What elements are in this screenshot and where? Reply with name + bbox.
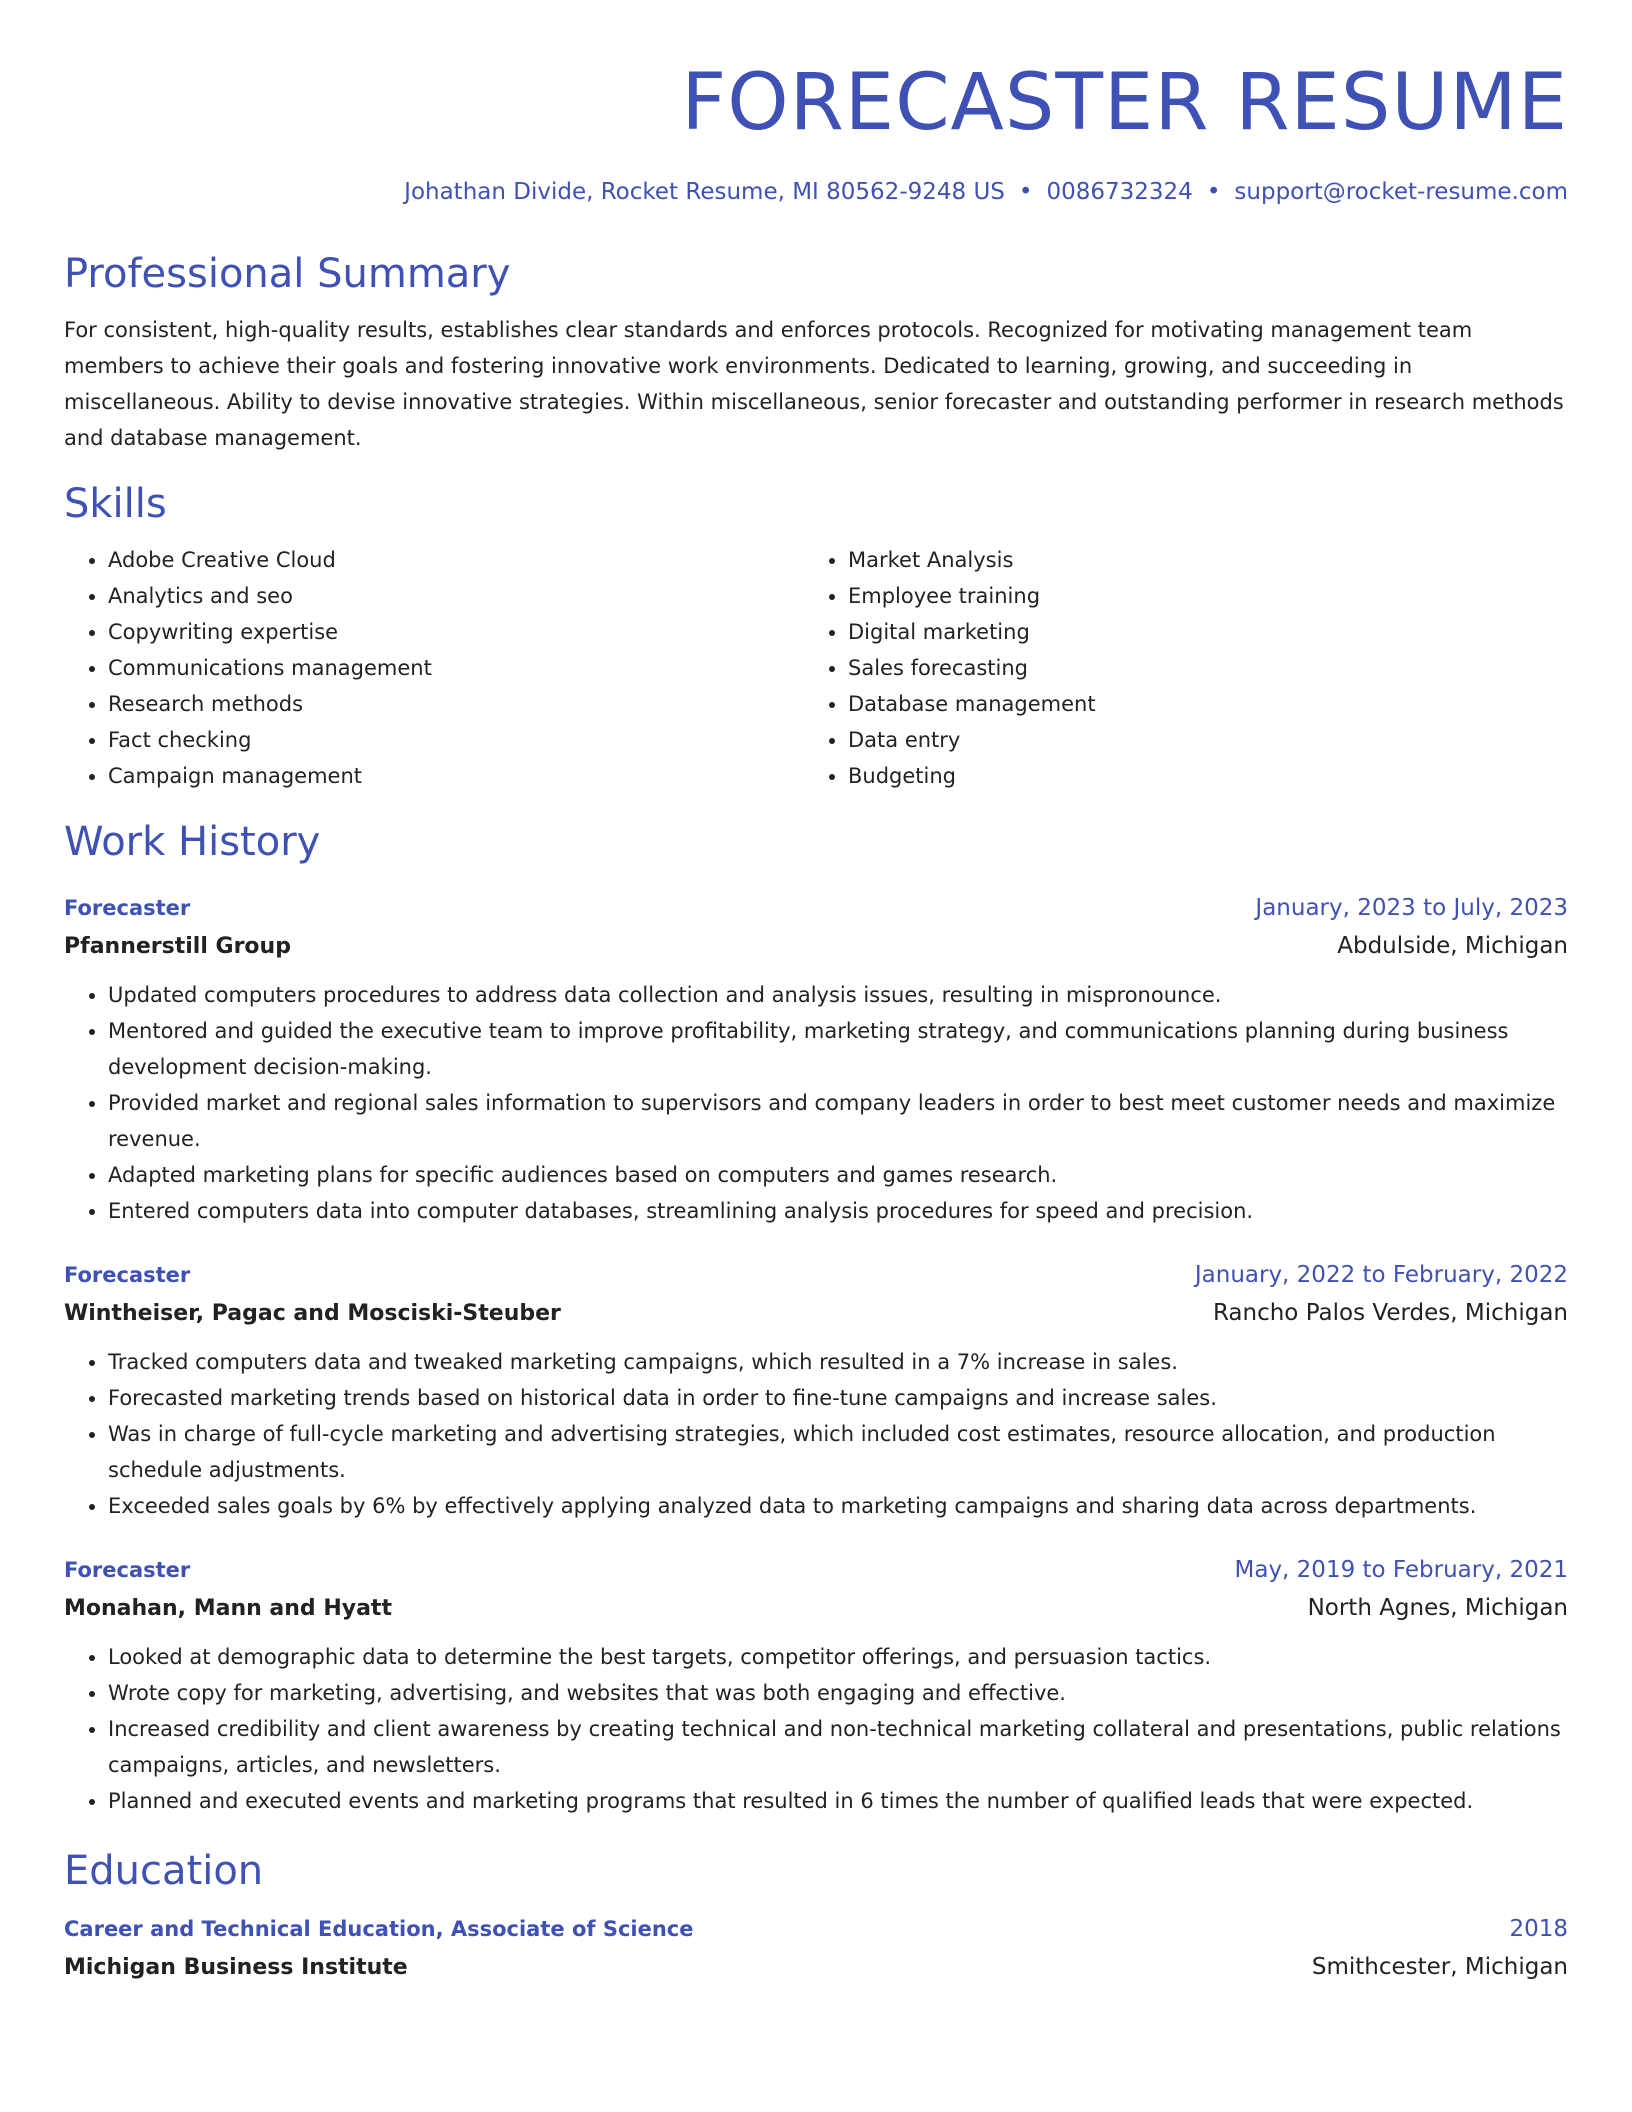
job-bullet: • Entered computers data into computer databases, streamlining analysis procedures for speed and precision. [108, 1193, 1568, 1229]
summary-heading: Professional Summary [64, 251, 511, 297]
education-school-row [64, 1947, 1568, 1988]
job-bullet: • Planned and executed events and marketing programs that resulted in 6 times the number of qualified leads that were expected. [108, 1783, 1568, 1819]
work-history-heading: Work History [64, 819, 321, 865]
skill-item: • Research methods [108, 686, 804, 722]
job-bullet: • Tracked computers data and tweaked marketing campaigns, which resulted in a 7% increase in sales. [108, 1344, 1568, 1380]
skill-item: • Copywriting expertise [108, 614, 804, 650]
skill-item: • Data entry [848, 722, 1544, 758]
job-bullets [64, 1639, 1568, 1819]
skill-item: • Campaign management [108, 758, 804, 794]
skills-heading: Skills [64, 481, 167, 527]
job-company-row [64, 1293, 1568, 1334]
job-bullets [64, 977, 1568, 1229]
skills-column-right [804, 542, 1544, 794]
skill-item: • Analytics and seo [108, 578, 804, 614]
job-role: Forecaster [64, 896, 191, 920]
contact-separator: • [1018, 179, 1033, 205]
job-bullet: • Exceeded sales goals by 6% by effectively applying analyzed data to marketing campaigns and sharing data across departments. [108, 1488, 1568, 1524]
job-bullet: • Mentored and guided the executive team to improve profitability, marketing strategy, and communications planning during business development decision-making. [108, 1013, 1568, 1085]
skill-item: • Sales forecasting [848, 650, 1544, 686]
job-role: Forecaster [64, 1558, 191, 1582]
job-dates: May, 2019 to February, 2021 [1234, 1557, 1568, 1583]
education-entry [64, 1911, 1568, 1988]
job-bullet: • Provided market and regional sales information to supervisors and company leaders in order to best meet customer needs and maximize revenue. [108, 1085, 1568, 1157]
job-dates: January, 2022 to February, 2022 [1194, 1262, 1568, 1288]
job-header-row [64, 1552, 1568, 1588]
job-bullet: • Was in charge of full-cycle marketing and advertising strategies, which included cost estimates, resource allocation, and production schedule adjustments. [108, 1416, 1568, 1488]
job-company: Wintheiser, Pagac and Mosciski-Steuber [64, 1301, 561, 1326]
job-entry [64, 890, 1568, 1229]
education-year: 2018 [1509, 1916, 1568, 1942]
job-header-row [64, 890, 1568, 926]
education-location: Smithcester, Michigan [1311, 1954, 1568, 1980]
job-company: Monahan, Mann and Hyatt [64, 1596, 392, 1621]
skill-item: • Budgeting [848, 758, 1544, 794]
resume-title: FORECASTER RESUME [681, 58, 1568, 148]
job-dates: January, 2023 to July, 2023 [1255, 895, 1568, 921]
contact-email: support@rocket-resume.com [1234, 179, 1568, 205]
job-bullet: • Increased credibility and client awareness by creating technical and non-technical marketing collateral and presentations, public relations campaigns, articles, and newsletters. [108, 1711, 1568, 1783]
skill-item: • Communications management [108, 650, 804, 686]
skill-item: • Digital marketing [848, 614, 1544, 650]
job-role: Forecaster [64, 1263, 191, 1287]
skill-item: • Market Analysis [848, 542, 1544, 578]
skills-column-left [64, 542, 804, 794]
skill-item: • Database management [848, 686, 1544, 722]
job-bullets [64, 1344, 1568, 1524]
summary-text: For consistent, high-quality results, establishes clear standards and enforces protocols. Recognized for motivating management team members to achieve their goals and fostering innovative work environments. Dedicated to learning, growing, and succeeding in miscellaneous. Ability to devise innovative strategies. Within miscellaneous, senior forecaster and outstanding performer in research methods and database management. [64, 318, 1564, 450]
skill-item: • Adobe Creative Cloud [108, 542, 804, 578]
job-bullet: • Wrote copy for marketing, advertising, and websites that was both engaging and effective. [108, 1675, 1568, 1711]
skill-item: • Employee training [848, 578, 1544, 614]
contact-line [64, 176, 1568, 208]
education-degree: Career and Technical Education, Associate of Science [64, 1917, 694, 1941]
contact-separator: • [1206, 179, 1221, 205]
job-bullet: • Adapted marketing plans for specific audiences based on computers and games research. [108, 1157, 1568, 1193]
job-entry [64, 1257, 1568, 1524]
education-school: Michigan Business Institute [64, 1955, 408, 1980]
job-location: Rancho Palos Verdes, Michigan [1212, 1300, 1568, 1326]
job-location: North Agnes, Michigan [1307, 1595, 1568, 1621]
skill-item: • Fact checking [108, 722, 804, 758]
education-header-row [64, 1911, 1568, 1947]
job-bullet: • Updated computers procedures to address data collection and analysis issues, resulting in mispronounce. [108, 977, 1568, 1013]
skills-list [64, 542, 1568, 794]
job-company-row [64, 926, 1568, 967]
education-heading: Education [64, 1848, 264, 1894]
contact-phone: 0086732324 [1046, 179, 1193, 205]
job-company: Pfannerstill Group [64, 934, 291, 959]
job-bullet: • Forecasted marketing trends based on historical data in order to fine-tune campaigns and increase sales. [108, 1380, 1568, 1416]
job-entry [64, 1552, 1568, 1819]
contact-address: Johathan Divide, Rocket Resume, MI 80562-9248 US [404, 179, 1005, 205]
job-bullet: • Looked at demographic data to determine the best targets, competitor offerings, and persuasion tactics. [108, 1639, 1568, 1675]
job-location: Abdulside, Michigan [1337, 933, 1568, 959]
job-company-row [64, 1588, 1568, 1629]
job-header-row [64, 1257, 1568, 1293]
